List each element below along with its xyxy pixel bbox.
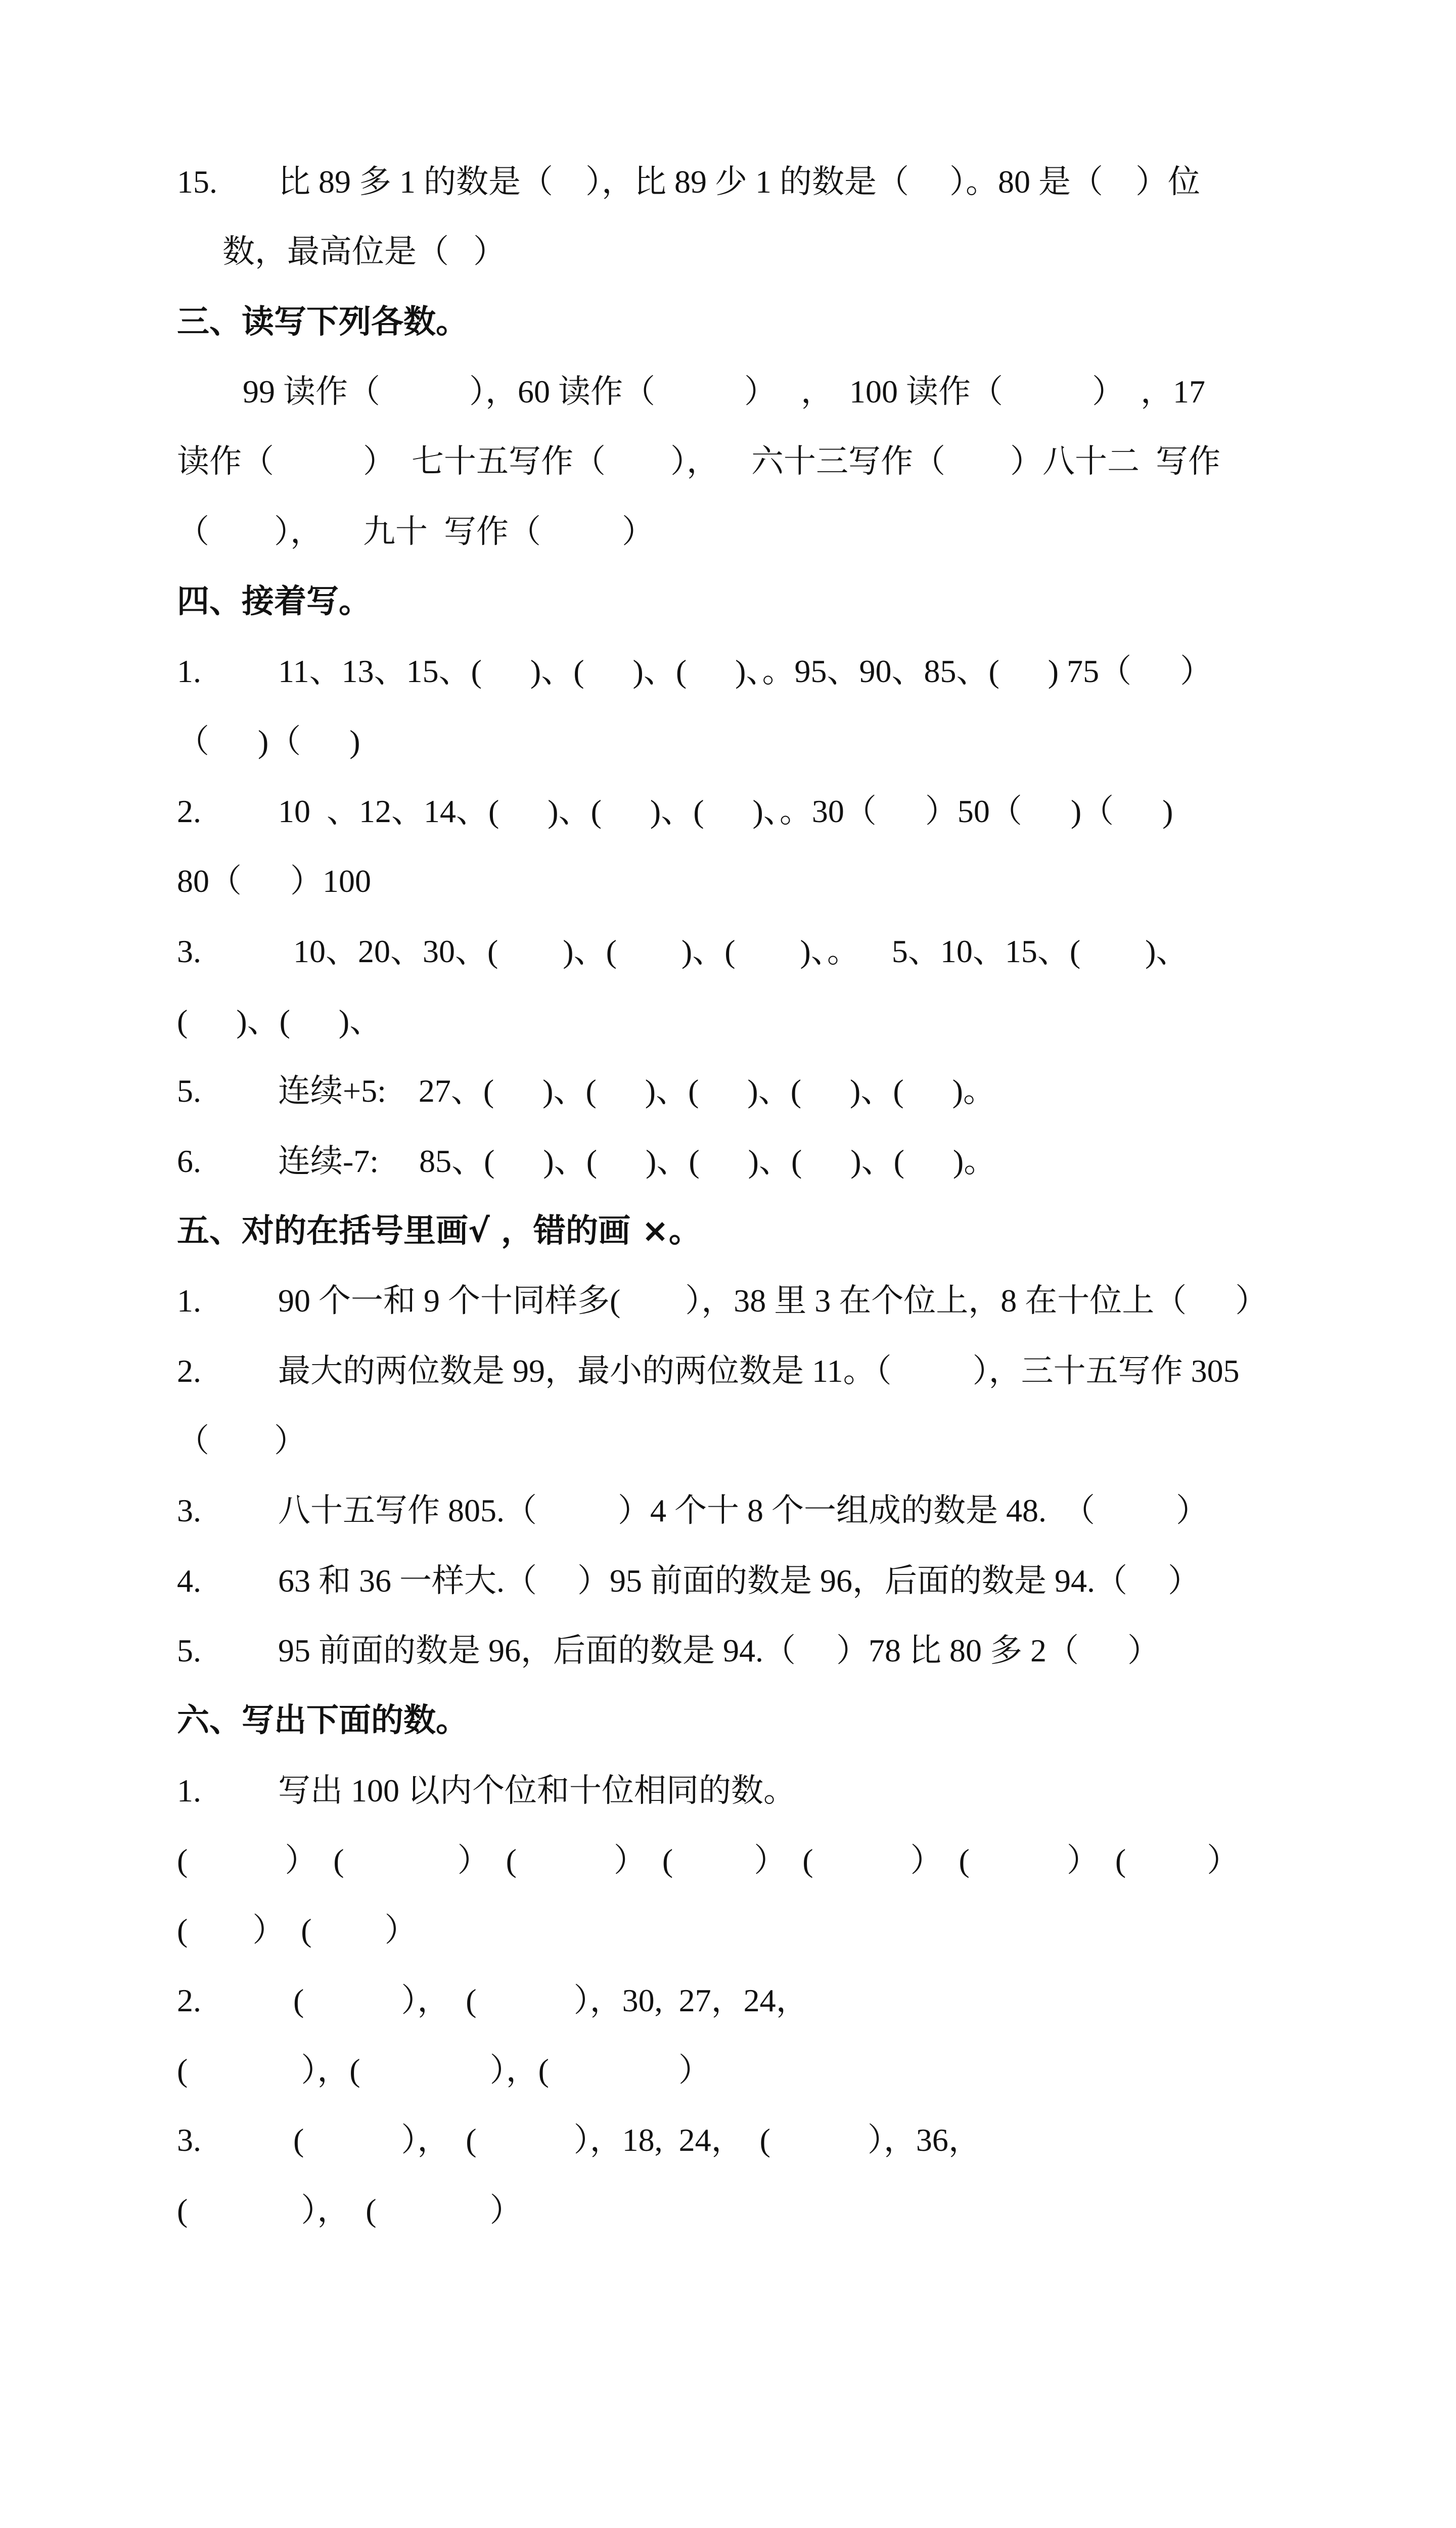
section4-item2-line1 xyxy=(177,791,1355,832)
section4-item3-number: 3. xyxy=(177,933,201,969)
section5-title: 五、对的在括号里画√ ，错的画 ×。 xyxy=(177,1212,701,1250)
section4-item1-number: 1. xyxy=(177,653,201,689)
section6-item3-line2: ( ）， ( ） xyxy=(177,2192,522,2228)
section5-item3-text: 八十五写作 805.（ ）4 个十 8 个一组成的数是 48. （ ） xyxy=(278,1493,1208,1528)
q15-number: 15. xyxy=(177,164,217,200)
section3-line2: 读作（ ） 七十五写作（ ）， 六十三写作（ ）八十二 写作 xyxy=(177,443,1220,479)
section4-item6-line1 xyxy=(177,1141,1355,1182)
section3-line3: （ ）， 九十 写作（ ） xyxy=(177,514,654,550)
section4-title: 四、接着写。 xyxy=(177,583,371,620)
section5-item4-text: 63 和 36 一样大.（ ）95 前面的数是 96，后面的数是 94.（ ） xyxy=(278,1563,1200,1599)
section6-item2-line2: ( ），( ），( ） xyxy=(177,2052,711,2088)
section3-title: 三、读写下列各数。 xyxy=(177,303,468,341)
section6-item2-text: ( ）， ( ），30, 27，24， xyxy=(293,1982,808,2018)
section6-item3-line1 xyxy=(177,2120,1355,2160)
section6-item1-text: 写出 100 以内个位和十位相同的数。 xyxy=(278,1773,796,1809)
section6-item1-number: 1. xyxy=(177,1773,201,1809)
section5-item5-number: 5. xyxy=(177,1633,201,1668)
section4-item6-number: 6. xyxy=(177,1143,201,1179)
section5-item1-line1 xyxy=(177,1281,1355,1321)
section6-item1-line2: ( ） ( ） ( ） ( ） ( ） ( ） ( ） xyxy=(177,1842,1240,1878)
q15-line2: 数，最高位是（ ） xyxy=(222,234,506,269)
section4-item2-number: 2. xyxy=(177,793,201,829)
section4-item2-line2: 80（ ）100 xyxy=(177,863,371,899)
section4-item1-line2: （ )（ ) xyxy=(177,724,360,759)
section5-item2-line2: （ ） xyxy=(177,1423,306,1459)
section6-item3-number: 3. xyxy=(177,2122,201,2158)
section5-item3-number: 3. xyxy=(177,1493,201,1528)
section3-line1: 99 读作（ ），60 读作（ ） ， 100 读作（ ） ，17 xyxy=(243,374,1205,410)
section4-item5-text: 连续+5: 27、( )、( )、( )、( )、( )。 xyxy=(278,1073,995,1109)
section6-item1-line3: ( ） ( ） xyxy=(177,1912,417,1948)
section5-item4-line1 xyxy=(177,1561,1355,1601)
section5-item5-line1 xyxy=(177,1631,1355,1671)
section5-item3-line1 xyxy=(177,1491,1355,1531)
section4-item1-line1 xyxy=(177,651,1355,692)
section5-item2-number: 2. xyxy=(177,1353,201,1389)
section6-item3-text: ( ）， ( ），18, 24， ( ），36， xyxy=(293,2122,981,2158)
section5-item1-text: 90 个一和 9 个十同样多( ），38 里 3 在个位上，8 在十位上（ ） xyxy=(278,1283,1268,1319)
section6-item1-line1 xyxy=(177,1771,1355,1811)
section5-item2-text: 最大的两位数是 99，最小的两位数是 11。（ ），三十五写作 305 xyxy=(278,1353,1240,1389)
section5-item1-number: 1. xyxy=(177,1283,201,1319)
section6-item2-number: 2. xyxy=(177,1982,201,2018)
section4-item5-number: 5. xyxy=(177,1073,201,1109)
q15-text-line1: 比 89 多 1 的数是（ ），比 89 少 1 的数是（ ）。80 是（ ）位 xyxy=(278,164,1200,200)
section6-item2-line1 xyxy=(177,1980,1355,2021)
section6-title: 六、写出下面的数。 xyxy=(177,1702,468,1739)
section4-item6-text: 连续-7: 85、( )、( )、( )、( )、( )。 xyxy=(278,1143,996,1179)
q15-line1 xyxy=(177,162,1355,202)
section5-item5-text: 95 前面的数是 96，后面的数是 94.（ ）78 比 80 多 2（ ） xyxy=(278,1633,1160,1668)
section5-item2-line1 xyxy=(177,1351,1355,1391)
section4-item2-text: 10 、12、14、( )、( )、( )、。30（ ）50（ )（ ) xyxy=(278,793,1173,829)
section4-item3-line2: ( )、( )、 xyxy=(177,1003,382,1039)
section4-item1-text: 11、13、15、( )、( )、( )、。95、90、85、( ) 75（ ） xyxy=(278,653,1213,689)
section5-item4-number: 4. xyxy=(177,1563,201,1599)
section4-item3-text: 10、20、30、( )、( )、( )、。 5、10、15、( )、 xyxy=(293,933,1189,969)
section4-item5-line1 xyxy=(177,1071,1355,1111)
section4-item3-line1 xyxy=(177,931,1355,972)
